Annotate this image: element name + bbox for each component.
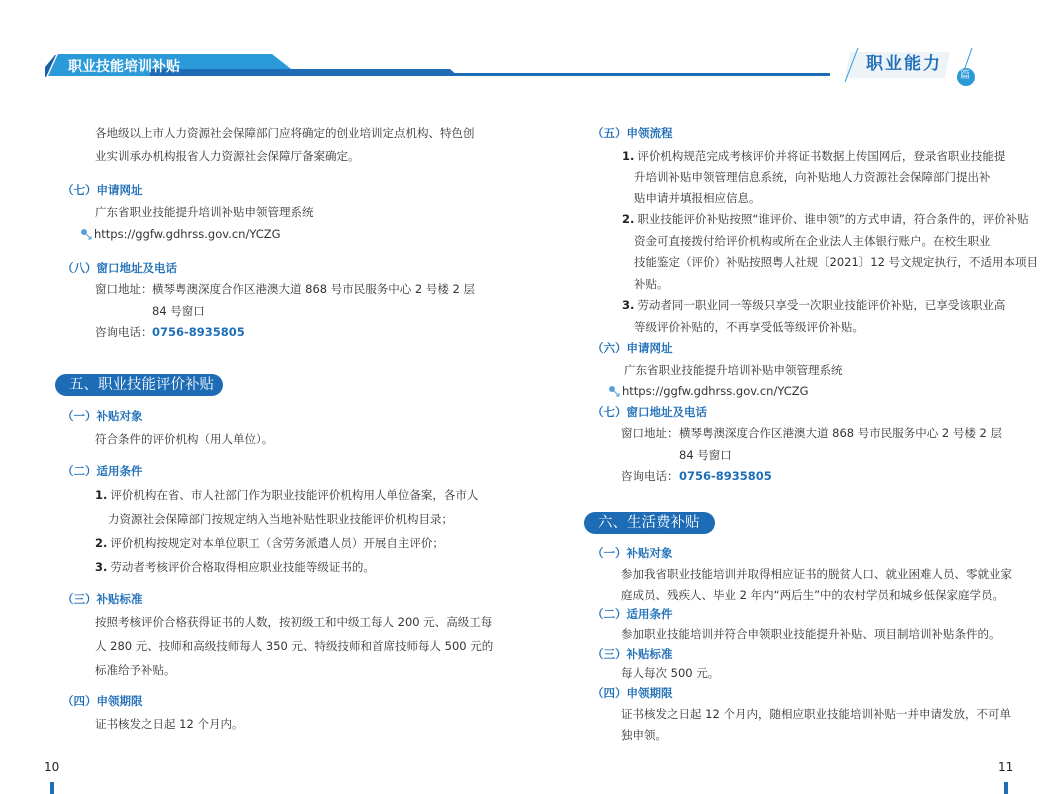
apply-url-link[interactable]: https://ggfw.gdhrss.gov.cn/YCZG xyxy=(94,227,281,241)
item-number: 3. xyxy=(95,560,108,574)
phone-label: 咨询电话： xyxy=(95,325,153,339)
heading-standard: （三）补贴标准 xyxy=(592,647,673,661)
heading-conditions: （二）适用条件 xyxy=(592,607,673,621)
link-icon xyxy=(80,228,92,240)
body-text: 庭成员、残疾人、毕业 2 年内“两后生”中的农村学员和城乡低保家庭学员。 xyxy=(621,588,1005,602)
header-left-title: 职业技能培训补贴 xyxy=(68,59,180,75)
item-number: 2. xyxy=(95,536,108,550)
system-name: 广东省职业技能提升培训补贴申领管理系统 xyxy=(624,363,843,377)
list-item-cont: 补贴。 xyxy=(634,277,669,291)
address-label: 窗口地址： xyxy=(621,426,679,440)
body-text: 人 280 元、技师和高级技师每人 350 元、特级技师和首席技师每人 500 元的 xyxy=(95,639,494,653)
page-marker xyxy=(50,782,54,794)
item-number: 1. xyxy=(95,488,108,502)
apply-url-link[interactable]: https://ggfw.gdhrss.gov.cn/YCZG xyxy=(622,384,809,398)
body-text: 参加职业技能培训并符合申领职业技能提升补贴、项目制培训补贴条件的。 xyxy=(621,627,1001,641)
body-text: 证书核发之日起 12 个月内，随相应职业技能培训补贴一并申请发放，不可单 xyxy=(621,707,1011,721)
item-text: 评价机构在省、市人社部门作为职业技能评价机构用人单位备案，各市人 xyxy=(110,488,479,502)
heading-standard: （三）补贴标准 xyxy=(62,592,143,606)
body-text: 符合条件的评价机构（用人单位）。 xyxy=(95,432,274,446)
heading-subsidy-target: （一）补贴对象 xyxy=(62,409,143,423)
list-item xyxy=(95,487,478,503)
item-number: 3. xyxy=(622,298,635,312)
item-number: 2. xyxy=(622,212,635,226)
list-item-cont: 升培训补贴申领管理信息系统，向补贴地人力资源社会保障部门提出补 xyxy=(634,170,991,184)
item-text: 评价机构规范完成考核评价并将证书数据上传国网后，登录省职业技能提 xyxy=(637,149,1006,163)
heading-apply-url: （六）申请网址 xyxy=(592,341,673,355)
body-text: 标准给予补贴。 xyxy=(95,663,176,677)
header-right-title: 职业能力 xyxy=(866,54,942,74)
address-line: 横琴粤澳深度合作区港澳大道 868 号市民服务中心 2 号楼 2 层 xyxy=(152,282,476,296)
section-6-title: 六、生活费补贴 xyxy=(584,512,715,534)
header-badge: 篇 xyxy=(960,70,970,81)
phone-label: 咨询电话： xyxy=(621,469,679,483)
page-marker xyxy=(1004,782,1008,794)
list-item xyxy=(622,148,1005,164)
item-text: 劳动者同一职业同一等级只享受一次职业技能评价补贴，已享受该职业高 xyxy=(637,298,1006,312)
heading-subsidy-target: （一）补贴对象 xyxy=(592,546,673,560)
link-icon xyxy=(608,385,620,397)
heading-deadline: （四）申领期限 xyxy=(62,694,143,708)
item-text: 劳动者考核评价合格取得相应职业技能等级证书的。 xyxy=(110,560,375,574)
item-number: 1. xyxy=(622,149,635,163)
phone-number: 0756-8935805 xyxy=(152,325,245,339)
page-number: 10 xyxy=(44,760,60,774)
body-text: 每人每次 500 元。 xyxy=(621,666,720,680)
body-text: 按照考核评价合格获得证书的人数，按初级工和中级工每人 200 元、高级工每 xyxy=(95,615,493,629)
section-5-title: 五、职业技能评价补贴 xyxy=(55,374,223,396)
list-item-cont: 技能鉴定（评价）补贴按照粤人社规〔2021〕12 号文规定执行，不适用本项目 xyxy=(634,255,1039,269)
heading-conditions: （二）适用条件 xyxy=(62,464,143,478)
list-item-cont: 等级评价补贴的，不再享受低等级评价补贴。 xyxy=(634,320,864,334)
body-text: 参加我省职业技能培训并取得相应证书的脱贫人口、就业困难人员、零就业家 xyxy=(621,567,1012,581)
list-item xyxy=(622,211,1029,227)
heading-apply-url: （七）申请网址 xyxy=(62,183,143,197)
address-line: 84 号窗口 xyxy=(152,304,205,318)
page-number: 11 xyxy=(998,760,1014,774)
system-name: 广东省职业技能提升培训补贴申领管理系统 xyxy=(95,205,314,219)
item-text: 评价机构按规定对本单位职工（含劳务派遣人员）开展自主评价； xyxy=(110,536,444,550)
list-item xyxy=(95,559,375,575)
heading-deadline: （四）申领期限 xyxy=(592,686,673,700)
list-item-cont: 资金可直接拨付给评价机构或所在企业法人主体银行账户。在校生职业 xyxy=(634,234,991,248)
heading-process: （五）申领流程 xyxy=(592,126,673,140)
address-line: 横琴粤澳深度合作区港澳大道 868 号市民服务中心 2 号楼 2 层 xyxy=(679,426,1003,440)
body-text: 独申领。 xyxy=(621,728,667,742)
list-item xyxy=(622,297,1005,313)
heading-window-address: （八）窗口地址及电话 xyxy=(62,261,177,275)
phone-number: 0756-8935805 xyxy=(679,469,772,483)
url-row xyxy=(80,226,281,242)
list-item-cont: 力资源社会保障部门按规定纳入当地补贴性职业技能评价机构目录； xyxy=(108,512,453,526)
url-row xyxy=(608,383,809,399)
body-text: 证书核发之日起 12 个月内。 xyxy=(95,717,244,731)
address-line: 84 号窗口 xyxy=(679,448,732,462)
heading-window-address: （七）窗口地址及电话 xyxy=(592,405,707,419)
address-label: 窗口地址： xyxy=(95,282,153,296)
list-item-cont: 贴申请并填报相应信息。 xyxy=(634,191,761,205)
item-text: 职业技能评价补贴按照“谁评价、谁申领”的方式申请，符合条件的，评价补贴 xyxy=(637,212,1029,226)
intro-line: 各地级以上市人力资源社会保障部门应将确定的创业培训定点机构、特色创 xyxy=(95,126,475,140)
intro-line: 业实训承办机构报省人力资源社会保障厅备案确定。 xyxy=(95,149,360,163)
list-item xyxy=(95,535,444,551)
